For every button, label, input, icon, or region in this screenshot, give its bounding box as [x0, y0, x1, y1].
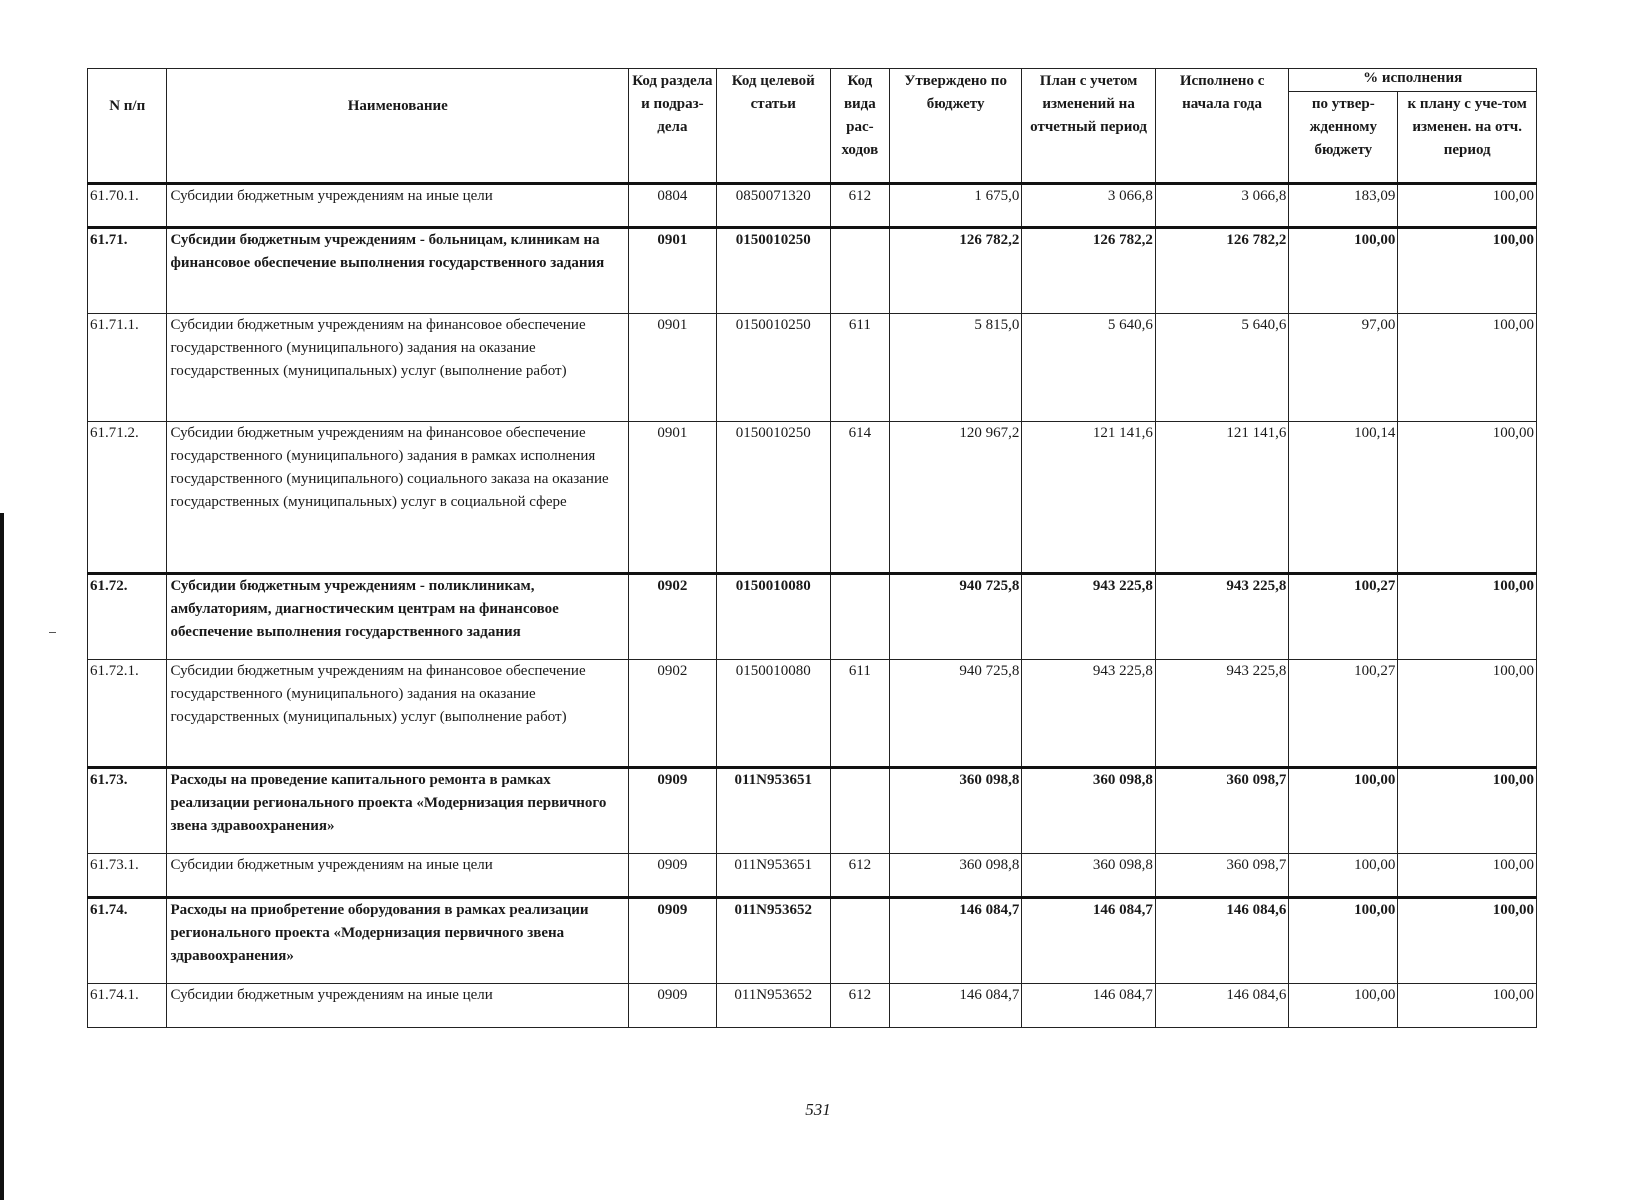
row-approved: 5 815,0	[889, 314, 1021, 422]
row-pct-budget: 100,27	[1289, 574, 1398, 660]
row-expense-code	[830, 574, 889, 660]
row-plan: 360 098,8	[1022, 854, 1155, 898]
row-target-code: 011N953651	[716, 854, 830, 898]
table-row	[88, 422, 1537, 574]
row-expense-code: 612	[830, 184, 889, 228]
header-pct-plan: к плану с уче-том изменен. на отч. период	[1398, 92, 1537, 184]
row-expense-code	[830, 898, 889, 984]
header-nn: N п/п	[88, 69, 167, 184]
row-target-code: 0150010250	[716, 228, 830, 314]
row-executed: 943 225,8	[1155, 660, 1288, 768]
row-pct-budget: 97,00	[1289, 314, 1398, 422]
row-section-code: 0901	[629, 422, 717, 574]
row-name: Субсидии бюджетным учреждениям на финансовое обеспечение государственного (муниципального) задания в рамках исполнения государственного (муниципального) социального заказа на оказание государственных (муниципальных) услуг в социальной сфере	[167, 422, 629, 574]
row-expense-code: 611	[830, 660, 889, 768]
header-section-code: Код раздела и подраз-дела	[629, 69, 717, 184]
row-plan: 146 084,7	[1022, 898, 1155, 984]
row-name: Субсидии бюджетным учреждениям на финансовое обеспечение государственного (муниципального) задания на оказание государственных (муниципальных) услуг (выполнение работ)	[167, 660, 629, 768]
row-number: 61.71.	[88, 228, 167, 314]
row-plan: 943 225,8	[1022, 574, 1155, 660]
row-section-code: 0901	[629, 228, 717, 314]
row-name: Субсидии бюджетным учреждениям на иные цели	[167, 854, 629, 898]
row-number: 61.72.1.	[88, 660, 167, 768]
row-approved: 360 098,8	[889, 768, 1021, 854]
row-plan: 126 782,2	[1022, 228, 1155, 314]
row-expense-code: 611	[830, 314, 889, 422]
row-section-code: 0909	[629, 984, 717, 1028]
row-pct-plan: 100,00	[1398, 660, 1537, 768]
row-executed: 121 141,6	[1155, 422, 1288, 574]
row-pct-plan: 100,00	[1398, 314, 1537, 422]
row-number: 61.72.	[88, 574, 167, 660]
header-pct-budget: по утвер-жденному бюджету	[1289, 92, 1398, 184]
row-plan: 146 084,7	[1022, 984, 1155, 1028]
row-pct-budget: 100,00	[1289, 854, 1398, 898]
row-approved: 940 725,8	[889, 660, 1021, 768]
row-pct-plan: 100,00	[1398, 422, 1537, 574]
header-executed: Исполнено с начала года	[1155, 69, 1288, 184]
table-row	[88, 898, 1537, 984]
row-approved: 360 098,8	[889, 854, 1021, 898]
row-target-code: 0150010080	[716, 660, 830, 768]
row-name: Расходы на приобретение оборудования в рамках реализации регионального проекта «Модернизация первичного звена здравоохранения»	[167, 898, 629, 984]
row-executed: 360 098,7	[1155, 768, 1288, 854]
row-pct-budget: 100,27	[1289, 660, 1398, 768]
row-plan: 3 066,8	[1022, 184, 1155, 228]
row-section-code: 0902	[629, 574, 717, 660]
table-row	[88, 184, 1537, 228]
row-name: Расходы на проведение капитального ремонта в рамках реализации регионального проекта «Модернизация первичного звена здравоохранения»	[167, 768, 629, 854]
row-expense-code: 612	[830, 984, 889, 1028]
row-pct-budget: 100,00	[1289, 984, 1398, 1028]
table-body	[88, 184, 1537, 1028]
row-target-code: 011N953651	[716, 768, 830, 854]
row-plan: 943 225,8	[1022, 660, 1155, 768]
row-pct-plan: 100,00	[1398, 574, 1537, 660]
row-number: 61.71.1.	[88, 314, 167, 422]
row-executed: 943 225,8	[1155, 574, 1288, 660]
row-pct-budget: 100,14	[1289, 422, 1398, 574]
row-section-code: 0909	[629, 768, 717, 854]
page-number: 531	[805, 1100, 831, 1119]
row-number: 61.71.2.	[88, 422, 167, 574]
row-target-code: 011N953652	[716, 984, 830, 1028]
row-section-code: 0909	[629, 898, 717, 984]
row-target-code: 011N953652	[716, 898, 830, 984]
row-pct-budget: 100,00	[1289, 228, 1398, 314]
row-pct-plan: 100,00	[1398, 768, 1537, 854]
table-header	[88, 69, 1537, 184]
row-pct-budget: 183,09	[1289, 184, 1398, 228]
row-approved: 940 725,8	[889, 574, 1021, 660]
scan-artifact	[49, 632, 56, 633]
row-name: Субсидии бюджетным учреждениям - больницам, клиникам на финансовое обеспечение выполнения государственного задания	[167, 228, 629, 314]
row-section-code: 0902	[629, 660, 717, 768]
row-executed: 126 782,2	[1155, 228, 1288, 314]
row-number: 61.73.	[88, 768, 167, 854]
budget-table	[87, 68, 1537, 1028]
row-plan: 121 141,6	[1022, 422, 1155, 574]
row-name: Субсидии бюджетным учреждениям на финансовое обеспечение государственного (муниципального) задания на оказание государственных (муниципальных) услуг (выполнение работ)	[167, 314, 629, 422]
row-expense-code	[830, 768, 889, 854]
row-pct-plan: 100,00	[1398, 984, 1537, 1028]
row-section-code: 0901	[629, 314, 717, 422]
row-section-code: 0909	[629, 854, 717, 898]
row-approved: 120 967,2	[889, 422, 1021, 574]
row-expense-code: 612	[830, 854, 889, 898]
row-pct-plan: 100,00	[1398, 854, 1537, 898]
row-pct-budget: 100,00	[1289, 768, 1398, 854]
row-target-code: 0150010080	[716, 574, 830, 660]
row-name: Субсидии бюджетным учреждениям на иные цели	[167, 184, 629, 228]
row-name: Субсидии бюджетным учреждениям - поликлиникам, амбулаториям, диагностическим центрам на финансовое обеспечение выполнения государственного задания	[167, 574, 629, 660]
table-row	[88, 660, 1537, 768]
header-approved: Утверждено по бюджету	[889, 69, 1021, 184]
row-expense-code: 614	[830, 422, 889, 574]
row-number: 61.70.1.	[88, 184, 167, 228]
table-row	[88, 854, 1537, 898]
header-percent-group: % исполнения	[1289, 69, 1537, 92]
row-number: 61.74.	[88, 898, 167, 984]
row-executed: 146 084,6	[1155, 984, 1288, 1028]
row-pct-budget: 100,00	[1289, 898, 1398, 984]
header-target-code: Код целевой статьи	[716, 69, 830, 184]
row-approved: 146 084,7	[889, 984, 1021, 1028]
row-pct-plan: 100,00	[1398, 184, 1537, 228]
row-number: 61.74.1.	[88, 984, 167, 1028]
scan-edge-mark	[0, 513, 4, 1200]
row-executed: 146 084,6	[1155, 898, 1288, 984]
row-approved: 146 084,7	[889, 898, 1021, 984]
row-pct-plan: 100,00	[1398, 228, 1537, 314]
row-target-code: 0150010250	[716, 422, 830, 574]
header-name: Наименование	[167, 69, 629, 184]
table-row	[88, 228, 1537, 314]
row-target-code: 0850071320	[716, 184, 830, 228]
row-plan: 5 640,6	[1022, 314, 1155, 422]
row-plan: 360 098,8	[1022, 768, 1155, 854]
row-name: Субсидии бюджетным учреждениям на иные цели	[167, 984, 629, 1028]
row-approved: 126 782,2	[889, 228, 1021, 314]
row-number: 61.73.1.	[88, 854, 167, 898]
row-approved: 1 675,0	[889, 184, 1021, 228]
header-expense-code: Код вида рас-ходов	[830, 69, 889, 184]
row-target-code: 0150010250	[716, 314, 830, 422]
row-section-code: 0804	[629, 184, 717, 228]
table-row	[88, 768, 1537, 854]
row-executed: 3 066,8	[1155, 184, 1288, 228]
row-pct-plan: 100,00	[1398, 898, 1537, 984]
row-executed: 5 640,6	[1155, 314, 1288, 422]
header-plan: План с учетом изменений на отчетный период	[1022, 69, 1155, 184]
row-executed: 360 098,7	[1155, 854, 1288, 898]
table-row	[88, 574, 1537, 660]
row-expense-code	[830, 228, 889, 314]
table-row	[88, 314, 1537, 422]
table-row	[88, 984, 1537, 1028]
